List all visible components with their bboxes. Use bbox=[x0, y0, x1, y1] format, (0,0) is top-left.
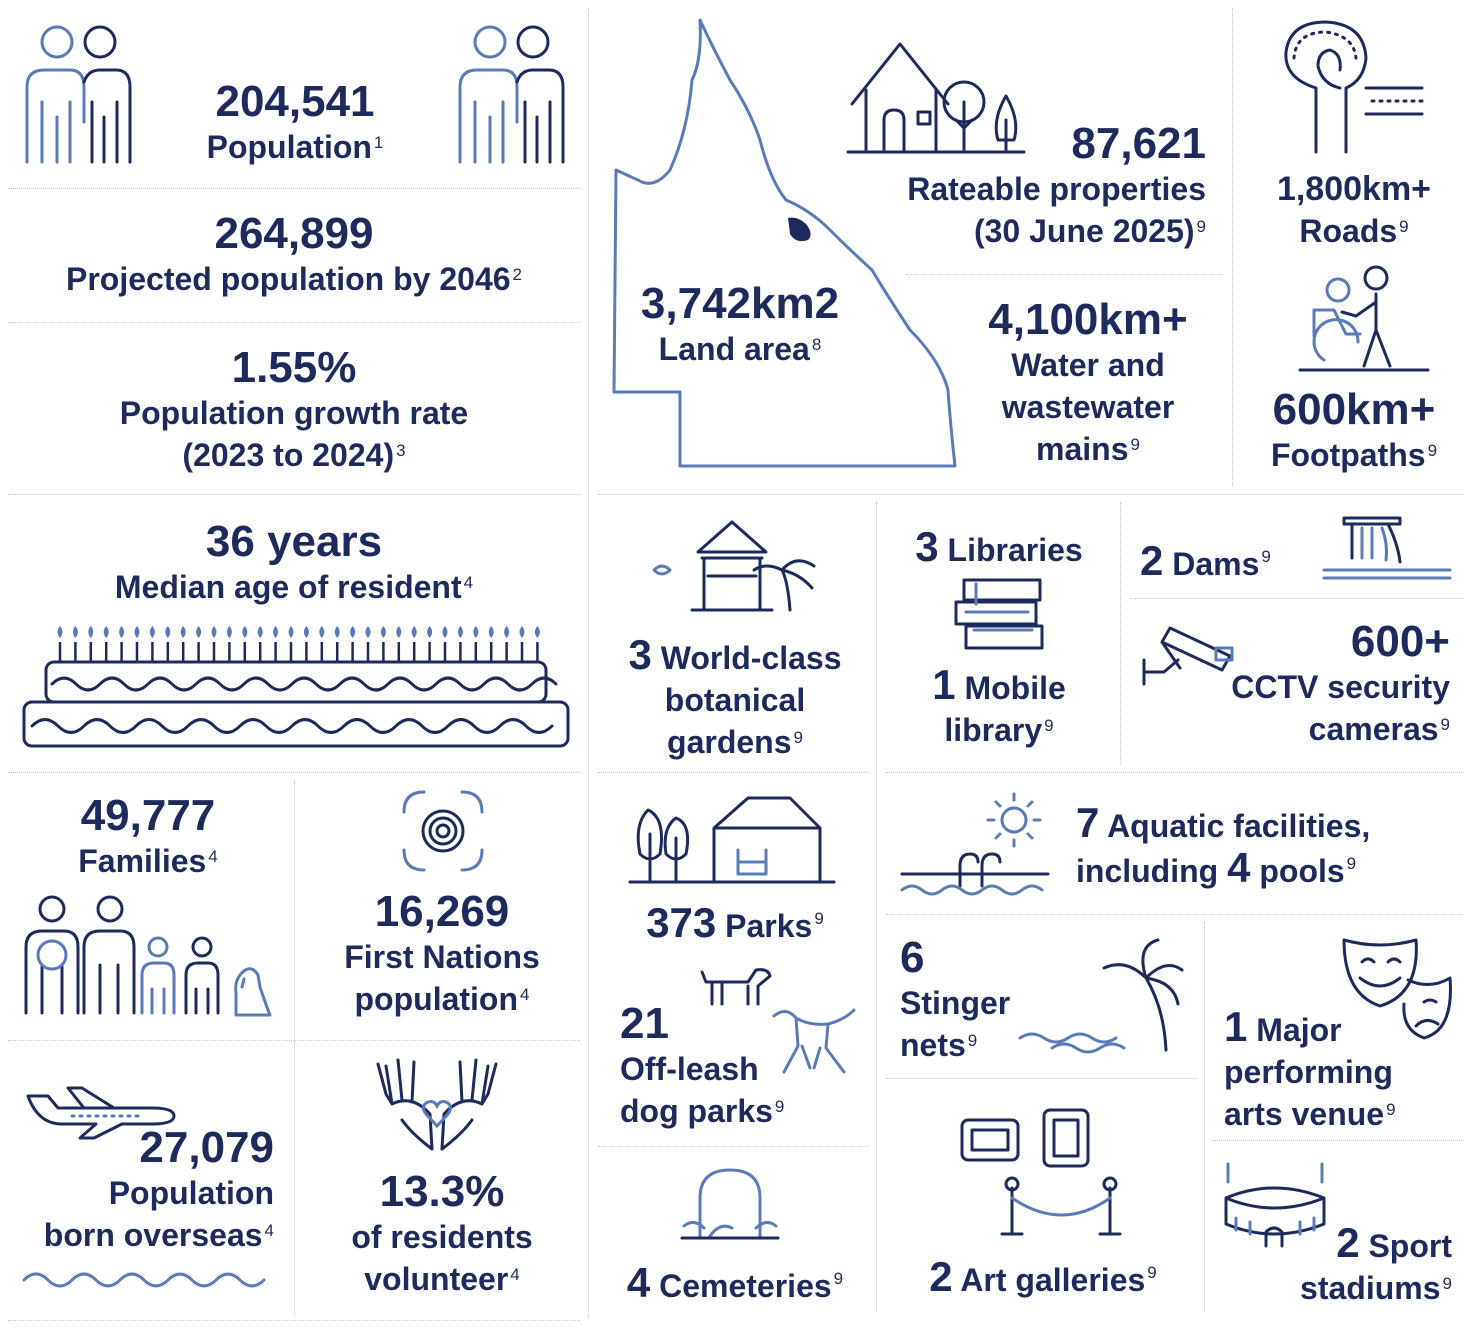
candle-flame bbox=[212, 626, 217, 638]
candle-flame bbox=[289, 626, 294, 638]
candle-flame bbox=[181, 626, 186, 638]
gardens-label-3: gardens bbox=[667, 724, 792, 760]
projected-stat bbox=[8, 210, 580, 300]
gardens-stat bbox=[600, 631, 870, 763]
footnote: 9 bbox=[1044, 716, 1054, 735]
volunteer-label-2: volunteer bbox=[364, 1261, 509, 1297]
stinger-number: 6 bbox=[900, 933, 925, 982]
families-value: 49,777 bbox=[80, 791, 216, 840]
families-label: Families bbox=[78, 843, 207, 879]
growth-value: 1.55% bbox=[231, 343, 357, 392]
land-area-stat bbox=[620, 280, 860, 370]
aquatic-stat bbox=[1076, 799, 1466, 892]
candle-flame bbox=[73, 626, 78, 638]
footnote: 9 bbox=[793, 728, 803, 747]
park-shelter-icon bbox=[630, 794, 840, 886]
candle-flame bbox=[350, 626, 355, 638]
footnote: 4 bbox=[520, 985, 530, 1004]
roads-value: 1,800km+ bbox=[1276, 170, 1432, 208]
properties-label-2: (30 June 2025) bbox=[973, 213, 1195, 249]
candle-flame bbox=[489, 626, 494, 638]
first-nations-label-1: First Nations bbox=[344, 939, 540, 975]
land-area-value: 3,742km2 bbox=[640, 279, 840, 328]
dog-parks-label-1: Off-leash bbox=[620, 1051, 759, 1087]
candle-flame bbox=[165, 626, 170, 638]
candle-flame bbox=[427, 626, 432, 638]
volunteer-label-1: of residents bbox=[351, 1219, 533, 1255]
properties-stat bbox=[840, 120, 1206, 252]
mobile-library-label-1: Mobile bbox=[964, 670, 1066, 706]
water-mains-value: 4,100km+ bbox=[988, 295, 1188, 344]
stadiums-number: 2 bbox=[1336, 1219, 1360, 1266]
stadiums-label-2: stadiums bbox=[1300, 1270, 1441, 1306]
libraries-number: 3 bbox=[915, 523, 939, 570]
books-icon bbox=[952, 574, 1048, 654]
palm-beach-icon bbox=[1016, 938, 1186, 1054]
footnote: 9 bbox=[774, 1097, 785, 1116]
volunteer-hands-icon bbox=[372, 1054, 502, 1154]
cctv-value: 600+ bbox=[1350, 617, 1450, 666]
stinger-label-2: nets bbox=[900, 1027, 966, 1063]
candle-flame bbox=[150, 626, 155, 638]
first-nations-value: 16,269 bbox=[374, 887, 510, 936]
footpaths-value: 600km+ bbox=[1272, 385, 1436, 434]
first-nations-stat bbox=[300, 888, 584, 1020]
candle-flame bbox=[227, 626, 232, 638]
gallery-frames-icon bbox=[958, 1106, 1128, 1238]
overseas-stat bbox=[8, 1124, 274, 1256]
median-age-value: 36 years bbox=[205, 517, 383, 566]
land-area-label: Land area bbox=[658, 331, 810, 367]
dams-stat bbox=[1140, 537, 1320, 585]
footnote: 9 bbox=[833, 1269, 844, 1288]
cctv-label-2: cameras bbox=[1308, 711, 1439, 747]
first-nations-icon bbox=[398, 786, 488, 876]
stinger-label-1: Stinger bbox=[900, 985, 1011, 1021]
projected-label: Projected population by 2046 bbox=[65, 261, 511, 297]
candle-flame bbox=[135, 626, 140, 638]
candle-flame bbox=[443, 626, 448, 638]
candle-flame bbox=[381, 626, 386, 638]
arts-label-1: Major bbox=[1256, 1012, 1342, 1048]
candle-flame bbox=[412, 626, 417, 638]
growth-stat bbox=[8, 344, 580, 476]
footnote: 9 bbox=[1196, 217, 1206, 236]
candle-flame bbox=[504, 626, 509, 638]
footnote: 9 bbox=[1130, 435, 1140, 454]
gardens-label-1: World-class bbox=[660, 640, 842, 676]
candle-flame bbox=[396, 626, 401, 638]
candle-flame bbox=[242, 626, 247, 638]
population-value: 204,541 bbox=[215, 77, 375, 126]
headstone-icon bbox=[680, 1166, 780, 1246]
footnote: 4 bbox=[208, 847, 218, 866]
volunteer-value: 13.3% bbox=[379, 1167, 505, 1216]
population-label: Population bbox=[206, 129, 372, 165]
footnote: 9 bbox=[1440, 715, 1450, 734]
cemeteries-number: 4 bbox=[626, 1259, 651, 1306]
candle-flame bbox=[104, 626, 109, 638]
candle-flame bbox=[58, 626, 63, 638]
families-stat bbox=[8, 792, 288, 882]
footpaths-label: Footpaths bbox=[1270, 437, 1426, 473]
candle-flame bbox=[196, 626, 201, 638]
cctv-stat bbox=[1130, 618, 1450, 750]
libraries-label: Libraries bbox=[947, 532, 1083, 568]
candle-flame bbox=[335, 626, 340, 638]
dog-parks-label-2: dog parks bbox=[620, 1093, 773, 1129]
median-age-label: Median age of resident bbox=[114, 569, 462, 605]
properties-label-1: Rateable properties bbox=[907, 171, 1206, 207]
footnote: 9 bbox=[1427, 441, 1438, 460]
properties-value: 87,621 bbox=[1071, 119, 1206, 168]
parks-label: Parks bbox=[725, 908, 813, 944]
wave-icon bbox=[22, 1268, 272, 1292]
dam-icon bbox=[1322, 514, 1452, 580]
dog-parks-number: 21 bbox=[620, 999, 669, 1048]
arts-number: 1 bbox=[1224, 1003, 1248, 1050]
footnote: 9 bbox=[1147, 1263, 1157, 1282]
candle-flame bbox=[520, 626, 525, 638]
libraries-stat bbox=[884, 523, 1114, 571]
cctv-label-1: CCTV security bbox=[1231, 669, 1450, 705]
gardens-number: 3 bbox=[628, 631, 652, 678]
aquatic-number: 7 bbox=[1076, 799, 1100, 846]
footnote: 9 bbox=[1386, 1100, 1396, 1119]
overseas-label-1: Population bbox=[108, 1175, 274, 1211]
footnote: 3 bbox=[396, 441, 406, 460]
birthday-cake-icon bbox=[22, 624, 570, 749]
overseas-label-2: born overseas bbox=[43, 1217, 263, 1253]
footnote: 1 bbox=[373, 133, 384, 152]
stadiums-label-1: Sport bbox=[1368, 1228, 1452, 1264]
overseas-value: 27,079 bbox=[139, 1123, 274, 1172]
candle-flame bbox=[319, 626, 324, 638]
footnote: 4 bbox=[510, 1265, 520, 1284]
sun-pool-icon bbox=[898, 790, 1048, 900]
median-age-stat bbox=[8, 518, 580, 608]
footnote: 2 bbox=[512, 265, 522, 284]
cemeteries-stat bbox=[600, 1259, 870, 1307]
water-mains-label-3: mains bbox=[1036, 431, 1129, 467]
cemeteries-label: Cemeteries bbox=[659, 1268, 832, 1304]
people-icon-right bbox=[455, 22, 570, 172]
volunteer-stat bbox=[300, 1168, 584, 1300]
footnote: 9 bbox=[1261, 547, 1271, 566]
candle-flame bbox=[535, 626, 540, 638]
galleries-stat bbox=[888, 1253, 1198, 1301]
roads-label: Roads bbox=[1299, 213, 1398, 249]
candle-flame bbox=[258, 626, 263, 638]
footnote: 8 bbox=[811, 335, 822, 354]
arts-label-3: arts venue bbox=[1224, 1096, 1385, 1132]
dog-parks-stat bbox=[620, 1000, 850, 1132]
candle-flame bbox=[273, 626, 278, 638]
population-stat bbox=[150, 78, 440, 168]
footnote: 9 bbox=[814, 909, 824, 928]
growth-label-1: Population growth rate bbox=[119, 395, 469, 431]
stadiums-stat bbox=[1240, 1219, 1452, 1309]
pools-number: 4 bbox=[1227, 844, 1251, 891]
candle-flame bbox=[88, 626, 93, 638]
mobile-library-number: 1 bbox=[932, 661, 956, 708]
road-interchange-icon bbox=[1282, 18, 1422, 158]
galleries-label: Art galleries bbox=[960, 1262, 1146, 1298]
projected-value: 264,899 bbox=[214, 209, 374, 258]
water-mains-label-1: Water and bbox=[1011, 347, 1165, 383]
footnote: 9 bbox=[1442, 1274, 1452, 1293]
footnote: 9 bbox=[1346, 854, 1357, 873]
parks-number: 373 bbox=[646, 899, 717, 946]
aquatic-label-2b: pools bbox=[1259, 853, 1345, 889]
dams-number: 2 bbox=[1140, 537, 1164, 584]
people-icon-left bbox=[22, 22, 137, 172]
candle-flame bbox=[366, 626, 371, 638]
water-mains-label-2: wastewater bbox=[1001, 389, 1175, 425]
footpaths-stat bbox=[1240, 386, 1468, 476]
roads-stat bbox=[1240, 168, 1468, 252]
aquatic-label-2a: including bbox=[1076, 853, 1219, 889]
dams-label: Dams bbox=[1172, 546, 1260, 582]
gazebo-palm-icon bbox=[650, 518, 820, 618]
candle-flame bbox=[473, 626, 478, 638]
gardens-label-2: botanical bbox=[664, 682, 806, 718]
candle-flame bbox=[304, 626, 309, 638]
galleries-number: 2 bbox=[929, 1253, 953, 1300]
arts-stat bbox=[1224, 1003, 1464, 1135]
family-icon bbox=[22, 895, 277, 1020]
water-mains-stat bbox=[960, 296, 1216, 470]
candle-flame bbox=[458, 626, 463, 638]
arts-label-2: performing bbox=[1224, 1054, 1393, 1090]
growth-label-2: (2023 to 2024) bbox=[182, 437, 395, 473]
footnote: 4 bbox=[264, 1221, 274, 1240]
mobile-library-label-2: library bbox=[944, 712, 1043, 748]
candle-flame bbox=[119, 626, 124, 638]
wheelchair-walker-icon bbox=[1300, 264, 1430, 372]
footnote: 4 bbox=[463, 573, 474, 592]
footnote: 9 bbox=[967, 1031, 978, 1050]
mobile-library-stat bbox=[884, 661, 1114, 751]
aquatic-label-1: Aquatic facilities, bbox=[1107, 808, 1371, 844]
parks-stat bbox=[600, 899, 870, 947]
footnote: 9 bbox=[1399, 217, 1409, 236]
first-nations-label-2: population bbox=[354, 981, 519, 1017]
